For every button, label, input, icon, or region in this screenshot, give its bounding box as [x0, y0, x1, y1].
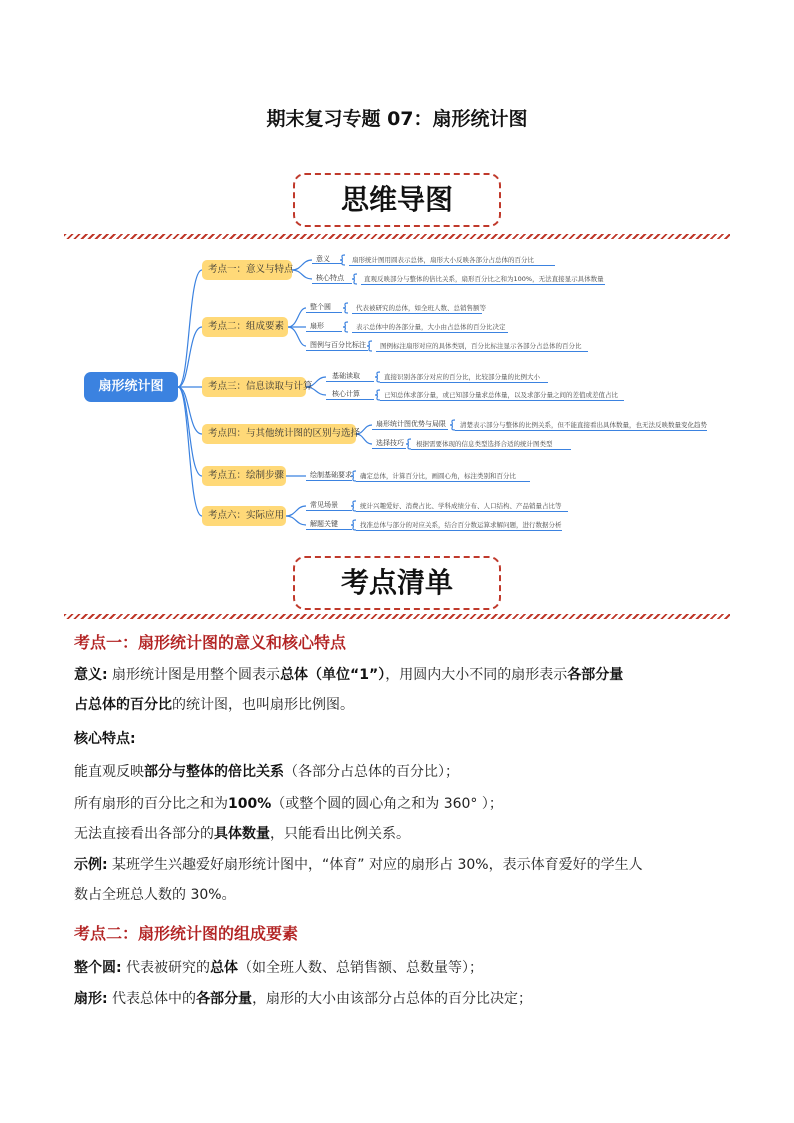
mindmap-detail: 根据需要体现的信息类型选择合适的统计图类型 — [416, 440, 553, 448]
mindmap-node-k6: 考点六：实际应用 — [202, 506, 286, 526]
mindmap-detail: 已知总体求部分量，或已知部分量求总体量，以及求部分量之间的差值或差值占比 — [384, 391, 618, 399]
example-line-1: 示例: 某班学生兴趣爱好扇形统计图中，“体育” 对应的扇形占 30%，表示体育爱好的学生人 — [74, 857, 643, 873]
mindmap-sub: 图例与百分比标注 — [310, 341, 366, 349]
checklist-banner — [293, 556, 501, 610]
mindmap-sub: 选择技巧 — [376, 439, 404, 447]
section-heading-2: 考点二：扇形统计图的组成要素 — [74, 924, 299, 943]
mindmap-detail: 清楚表示部分与整体的比例关系，但不能直接看出具体数量，也无法反映数量变化趋势 — [460, 421, 707, 429]
mindmap-sub: 核心计算 — [332, 390, 360, 398]
mindmap-detail: 扇形统计图用圆表示总体，扇形大小反映各部分占总体的百分比 — [352, 256, 534, 264]
mindmap-detail: 找准总体与部分的对应关系，结合百分数运算求解问题，进行数据分析 — [360, 521, 562, 529]
element-line-2: 扇形: 代表总体中的各部分量，扇形的大小由该部分占总体的百分比决定； — [74, 991, 533, 1007]
meaning-paragraph-cont: 占总体的百分比的统计图，也叫扇形比例图。 — [74, 697, 354, 713]
core-label: 核心特点: — [74, 731, 136, 747]
mindmap-detail: 直观反映部分与整体的倍比关系，扇形百分比之和为100%，无法直接显示具体数量 — [364, 275, 604, 283]
mindmap-detail: 图例标注扇形对应的具体类别，百分比标注显示各部分占总体的百分比 — [380, 342, 582, 350]
mindmap-sub: 解题关键 — [310, 520, 338, 528]
mindmap-sub: 整个圆 — [310, 303, 331, 311]
mindmap-root: 扇形统计图 — [84, 372, 178, 402]
mindmap-sub: 常见场景 — [310, 501, 338, 509]
mindmap-node-k5: 考点五：绘制步骤 — [202, 466, 286, 486]
mindmap-sub: 核心特点 — [316, 274, 344, 282]
mindmap-detail: 表示总体中的各部分量，大小由占总体的百分比决定 — [356, 323, 506, 331]
mindmap-sub: 扇形统计图优势与局限 — [376, 420, 446, 428]
divider-2 — [64, 614, 730, 619]
mindmap-node-k3: 考点三：信息读取与计算 — [202, 377, 306, 397]
mindmap-detail: 确定总体，计算百分比，画圆心角，标注类别和百分比 — [360, 472, 516, 480]
mindmap-detail: 直接识别各部分对应的百分比，比较部分量的比例大小 — [384, 373, 540, 381]
section-heading-1: 考点一：扇形统计图的意义和核心特点 — [74, 633, 347, 652]
mindmap-banner — [293, 173, 501, 227]
mindmap-detail: 代表被研究的总体，如全班人数、总销售额等 — [356, 304, 486, 312]
mindmap-sub: 扇形 — [310, 322, 324, 330]
element-line-1: 整个圆: 代表被研究的总体（如全班人数、总销售额、总数量等）； — [74, 960, 484, 976]
divider-1 — [64, 234, 730, 239]
mindmap-node-k4: 考点四：与其他统计图的区别与选择 — [202, 424, 356, 444]
example-line-2: 数占全班总人数的 30%。 — [74, 887, 236, 903]
mindmap-sub: 意义 — [316, 255, 330, 263]
mindmap-sub: 基础读取 — [332, 372, 360, 380]
meaning-paragraph: 意义: 扇形统计图是用整个圆表示总体（单位“1”），用圆内大小不同的扇形表示各部分量 — [74, 667, 624, 683]
mindmap-sub: 绘制基础要求 — [310, 471, 352, 479]
page-title: 期末复习专题 07：扇形统计图 — [266, 108, 528, 130]
mindmap-banner-label: 思维导图 — [340, 183, 453, 216]
mindmap-detail: 统计兴趣爱好、消费占比、学科成绩分布、人口结构、产品销量占比等 — [360, 502, 562, 510]
mindmap-node-k2: 考点二：组成要素 — [202, 317, 288, 337]
core-item-2: 所有扇形的百分比之和为100%（或整个圆的圆心角之和为 360° ）； — [74, 796, 503, 812]
core-item-3: 无法直接看出各部分的具体数量，只能看出比例关系。 — [74, 826, 410, 842]
core-item-1: 能直观反映部分与整体的倍比关系（各部分占总体的百分比）； — [74, 764, 459, 780]
mind-map — [70, 250, 730, 540]
mindmap-node-k1: 考点一：意义与特点 — [202, 260, 292, 280]
checklist-banner-label: 考点清单 — [340, 566, 453, 599]
